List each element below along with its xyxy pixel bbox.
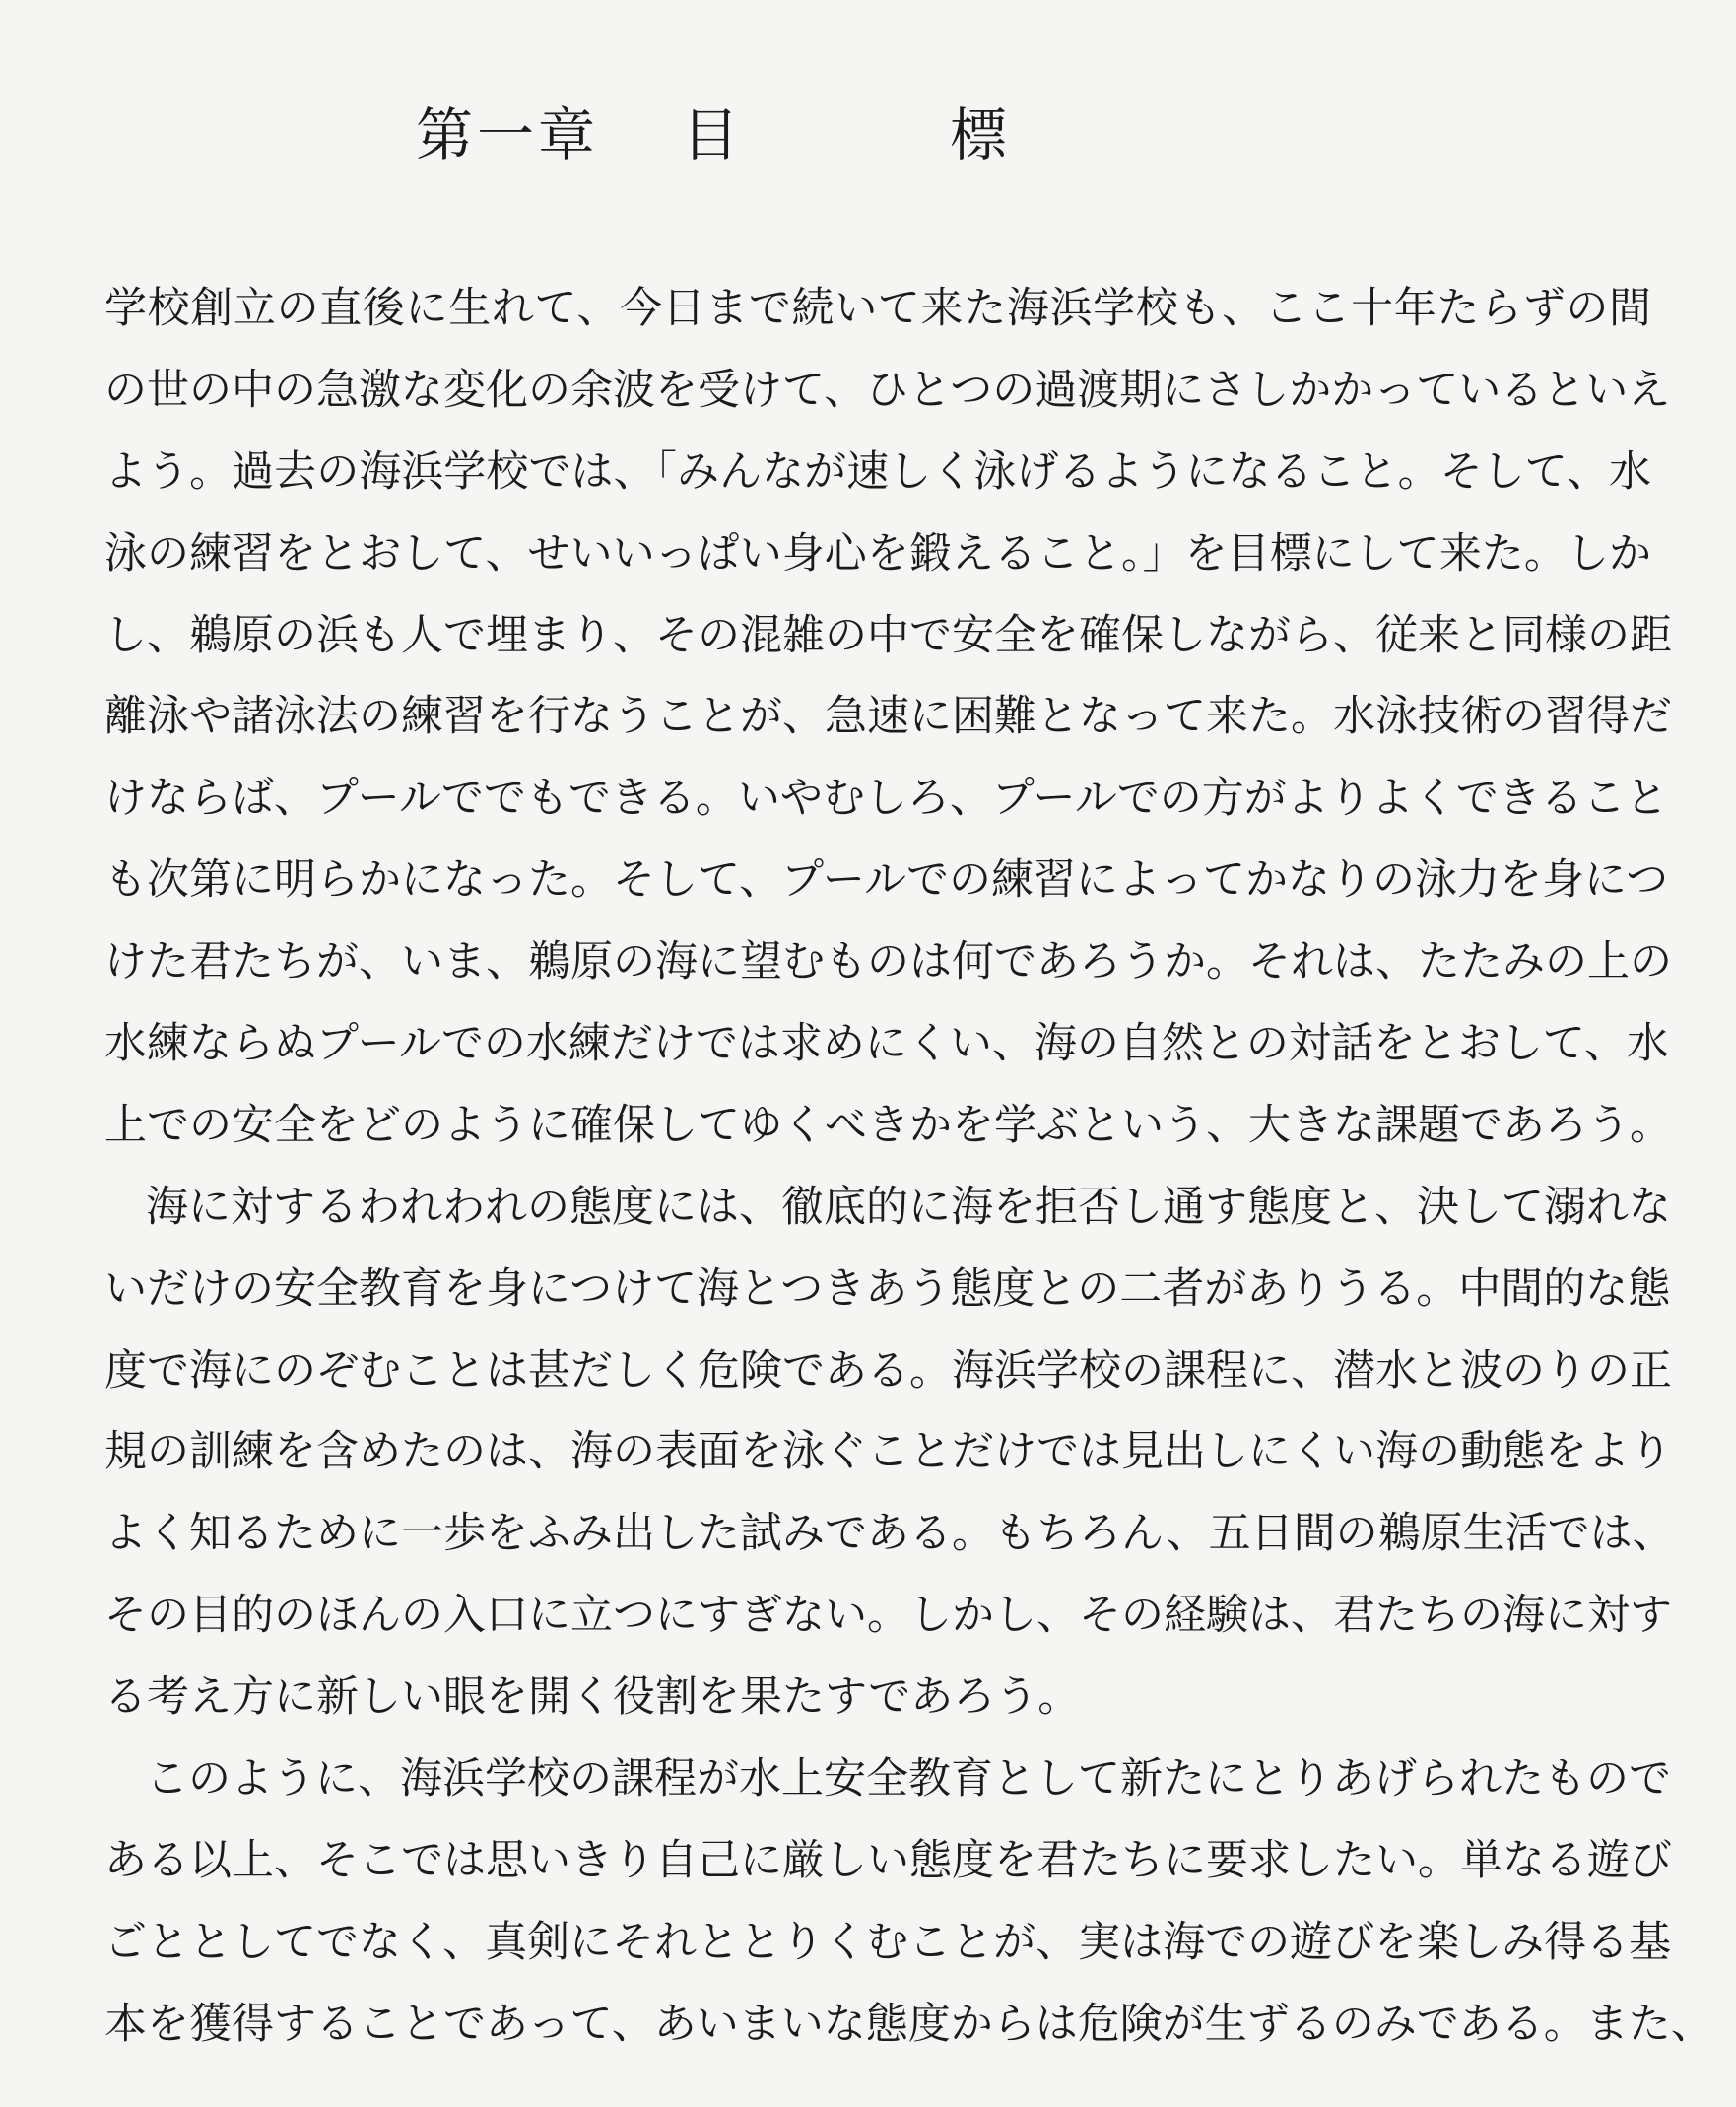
text-line: 泳の練習をとおして、せいいっぱい身心を鍛えること。」を目標にして来た。しか	[104, 528, 1651, 578]
title-char-2: 標	[950, 102, 1012, 169]
text-line: このように、海浜学校の課程が水上安全教育として新たにとりあげられたもので	[146, 1754, 1671, 1804]
text-line: 離泳や諸泳法の練習を行なうことが、急速に困難となって来た。水泳技術の習得だ	[104, 692, 1672, 742]
text-line: 水練ならぬプールでの水練だけでは求めにくい、海の自然との対話をとおして、水	[104, 1019, 1669, 1069]
text-line: 学校創立の直後に生れて、今日まで続いて来た海浜学校も、ここ十年たらずの間	[104, 284, 1651, 333]
text-line: よう。過去の海浜学校では、「みんなが速しく泳げるようになること。そして、水	[104, 446, 1651, 497]
text-line: る考え方に新しい眼を開く役割を果たすであろう。	[104, 1672, 1081, 1723]
chapter-number: 第一章	[416, 102, 600, 169]
text-line: の世の中の急激な変化の余波を受けて、ひとつの過渡期にさしかかっているといえ	[104, 365, 1671, 415]
text-line: ある以上、そこでは思いきり自己に厳しい態度を君たちに要求したい。単なる遊び	[104, 1835, 1672, 1885]
text-line: よく知るために一歩をふみ出した試みである。もちろん、五日間の鵜原生活では、	[104, 1509, 1675, 1559]
text-line: いだけの安全教育を身につけて海とつきあう態度との二者がありうる。中間的な態	[104, 1263, 1671, 1314]
text-line: けた君たちが、いま、鵜原の海に望むものは何であろうか。それは、たたみの上の	[104, 937, 1672, 987]
text-line: その目的のほんの入口に立つにすぎない。しかし、その経験は、君たちの海に対す	[104, 1591, 1672, 1641]
text-line: し、鵜原の浜も人で埋まり、その混雑の中で安全を確保しながら、従来と同様の距	[104, 610, 1672, 660]
text-line: 規の訓練を含めたのは、海の表面を泳ぐことだけでは見出しにくい海の動態をより	[104, 1427, 1672, 1477]
chapter-title	[416, 102, 1012, 169]
text-line: 海に対するわれわれの態度には、徹底的に海を拒否し通す態度と、決して溺れな	[146, 1182, 1671, 1232]
text-line: ごととしてでなく、真剣にそれととりくむことが、実は海での遊びを楽しみ得る基	[104, 1917, 1672, 1967]
title-char-1: 目	[682, 102, 744, 169]
text-line: けならば、プールででもできる。いやむしろ、プールでの方がよりよくできること	[104, 774, 1668, 824]
text-line: も次第に明らかになった。そして、プールでの練習によってかなりの泳力を身につ	[104, 855, 1669, 906]
body-text	[104, 268, 1713, 2066]
text-line: 度で海にのぞむことは甚だしく危険である。海浜学校の課程に、潜水と波のりの正	[104, 1345, 1672, 1395]
text-line: 本を獲得することであって、あいまいな態度からは危険が生ずるのみである。また、	[104, 1999, 1713, 2049]
text-line: 上での安全をどのように確保してゆくべきかを学ぶという、大きな課題であろう。	[104, 1100, 1672, 1150]
